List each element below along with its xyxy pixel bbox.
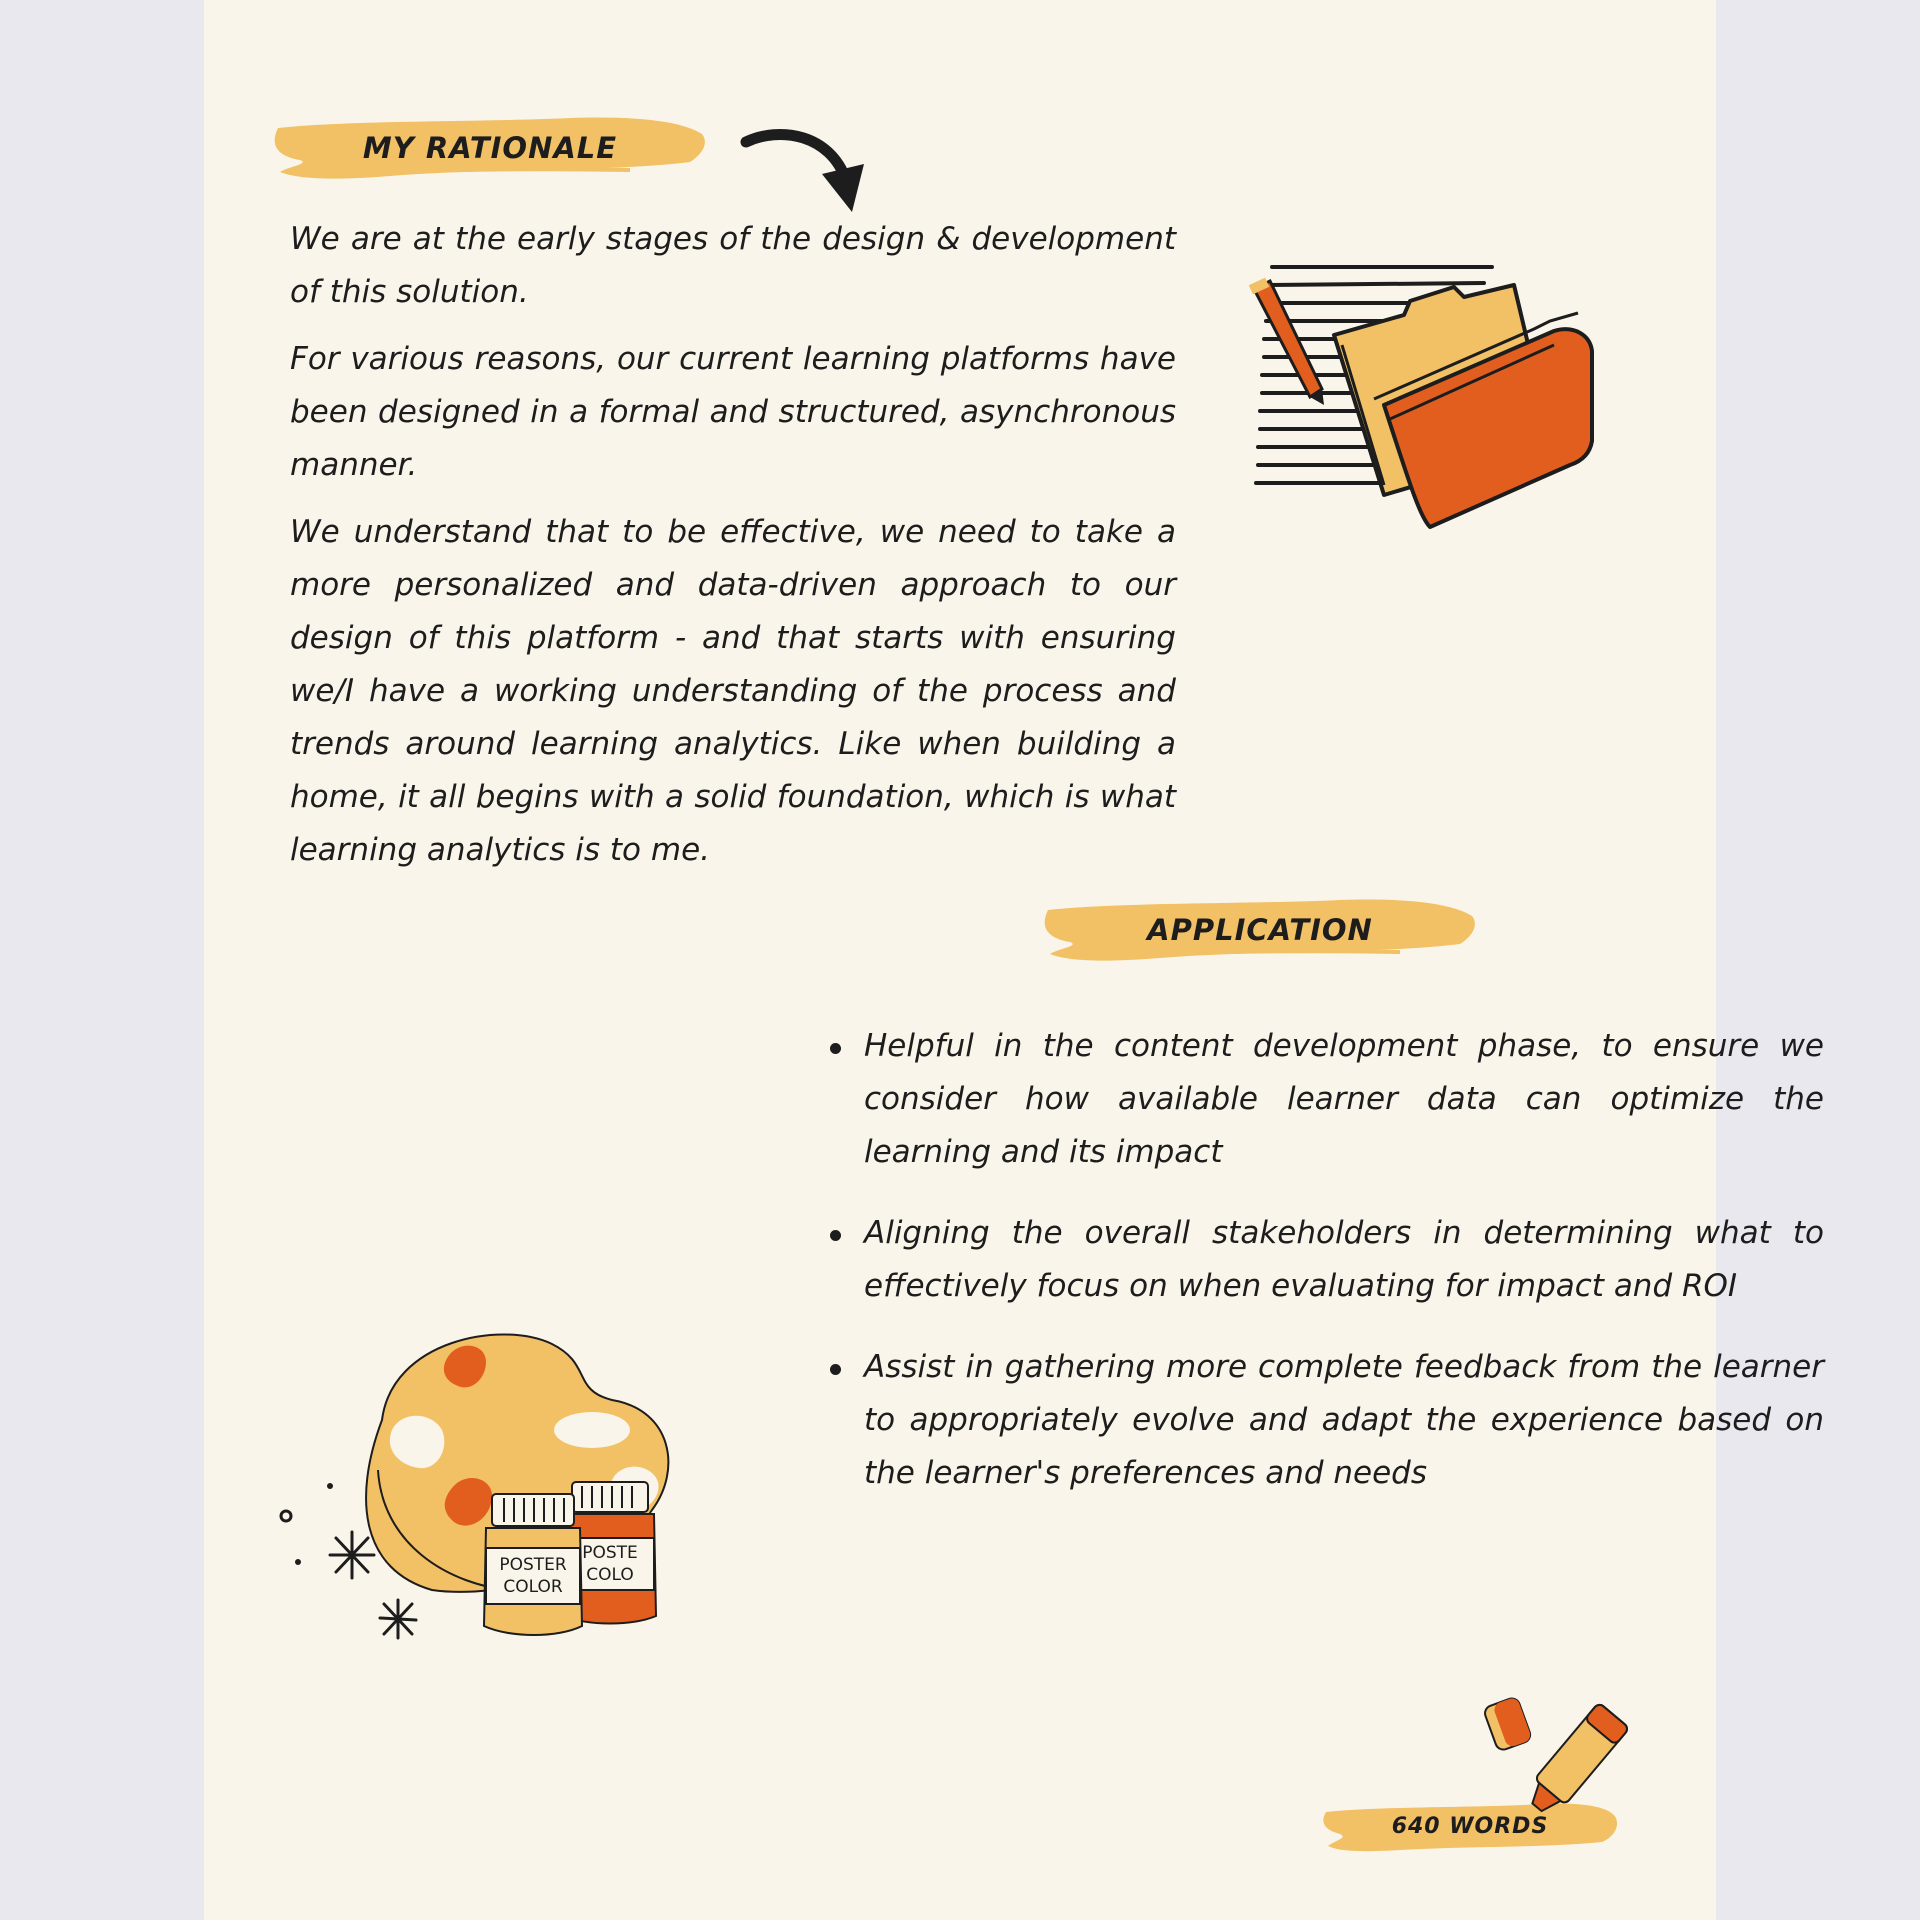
rationale-heading <box>270 110 710 186</box>
word-count-text: 640 WORDS <box>1391 1813 1549 1839</box>
rationale-heading-text: MY RATIONALE <box>362 131 618 165</box>
list-item: Aligning the overall stakeholders in determining what to effectively focus on when evaluating for impact and ROI <box>864 1207 1824 1313</box>
application-bullet-list <box>864 1020 1824 1528</box>
application-heading-text: APPLICATION <box>1147 913 1373 947</box>
bullet-icon <box>830 1230 841 1241</box>
svg-text:COLOR: COLOR <box>503 1577 563 1597</box>
curved-arrow-icon <box>740 120 870 220</box>
list-item: Helpful in the content development phase, to ensure we consider how available learner data can optimize the learning and its impact <box>864 1020 1824 1179</box>
paint-palette-illustration <box>272 1300 692 1640</box>
bullet-icon <box>830 1364 841 1375</box>
bullet-icon <box>830 1043 841 1054</box>
rationale-paragraph-2: For various reasons, our current learning platforms have been designed in a formal and structured, asynchronous manner. <box>290 341 1176 483</box>
marker-illustration <box>1474 1690 1634 1830</box>
folders-illustration <box>1234 255 1624 535</box>
list-item: Assist in gathering more complete feedback from the learner to appropriately evolve and adapt the experience based on the learner's preferences and needs <box>864 1341 1824 1500</box>
svg-text:POSTE: POSTE <box>582 1543 638 1563</box>
application-heading <box>1040 892 1480 968</box>
rationale-paragraph-3: We understand that to be effective, we need to take a more personalized and data-driven approach to our design of this platform - and that starts with ensuring we/I have a working understanding of the process and trends around learning analytics. Like when building a home, it all begins with a solid foundation, which is what learning analytics is to me. <box>290 514 1176 868</box>
document-page <box>204 0 1824 1920</box>
svg-text:COLO: COLO <box>586 1565 634 1585</box>
rationale-paragraph-1: We are at the early stages of the design & development of this solution. <box>290 221 1176 310</box>
paint-jar-icon <box>484 1494 582 1635</box>
svg-text:POSTER: POSTER <box>499 1555 567 1575</box>
pencil-icon <box>1249 278 1324 405</box>
